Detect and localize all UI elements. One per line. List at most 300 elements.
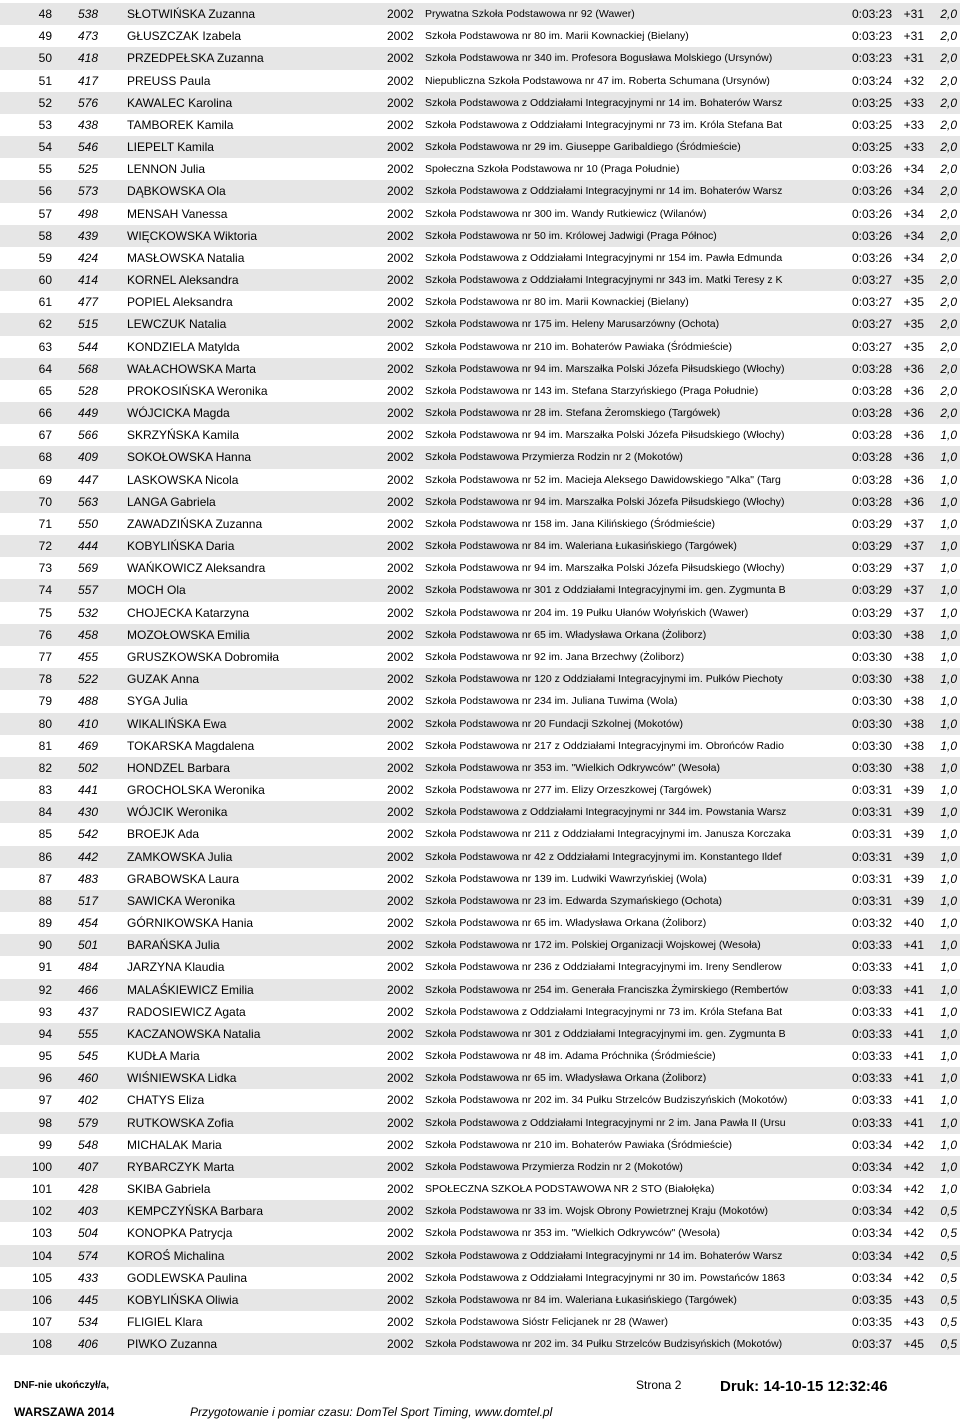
bib-cell: 466	[78, 982, 99, 997]
results-table	[0, 3, 960, 1355]
place-cell: 52	[38, 95, 52, 110]
birth-year: 2002	[387, 51, 414, 66]
table-row	[0, 1222, 960, 1244]
bib-cell: 439	[78, 228, 99, 243]
birth-year: 2002	[387, 694, 414, 709]
birth-year: 2002	[387, 273, 414, 288]
athlete-name: HONDZEL Barbara	[127, 760, 230, 775]
school-name: Szkoła Podstawowa Przymierza Rodzin nr 2 (Mokotów)	[425, 1160, 683, 1173]
athlete-name: SKIBA Gabriela	[127, 1182, 211, 1197]
birth-year: 2002	[387, 1204, 414, 1219]
finish-time: 0:03:28	[851, 450, 892, 465]
bib-cell: 410	[78, 716, 99, 731]
athlete-name: MASŁOWSKA Natalia	[127, 250, 245, 265]
school-name: Szkoła Podstawowa z Oddziałami Integracyjnymi nr 344 im. Powstania Warsz	[425, 806, 787, 819]
finish-time: 0:03:27	[851, 295, 892, 310]
place-cell: 87	[38, 871, 52, 886]
school-name: Szkoła Podstawowa nr 92 im. Jana Brzechwy (Żoliborz)	[425, 650, 685, 663]
time-gap: +39	[903, 849, 924, 864]
birth-year: 2002	[387, 472, 414, 487]
birth-year: 2002	[387, 982, 414, 997]
bib-cell: 441	[78, 783, 99, 798]
place-cell: 101	[31, 1182, 52, 1197]
finish-time: 0:03:33	[851, 960, 892, 975]
birth-year: 2002	[387, 428, 414, 443]
birth-year: 2002	[387, 228, 414, 243]
bib-cell: 469	[78, 738, 99, 753]
place-cell: 66	[38, 406, 52, 421]
place-cell: 69	[38, 472, 52, 487]
points-cell: 2,0	[940, 250, 957, 265]
school-name: Szkoła Podstawowa nr 172 im. Polskiej Organizacji Wojskowej (Wesoła)	[425, 939, 761, 952]
school-name: Szkoła Podstawowa nr 211 z Oddziałami Integracyjnymi im. Janusza Korczaka	[425, 828, 791, 841]
birth-year: 2002	[387, 849, 414, 864]
athlete-name: MALAŚKIEWICZ Emilia	[127, 982, 254, 997]
bib-cell: 576	[78, 95, 99, 110]
athlete-name: SKRZYŃSKA Kamila	[127, 428, 240, 443]
finish-time: 0:03:28	[851, 428, 892, 443]
table-row	[0, 513, 960, 535]
points-cell: 1,0	[940, 539, 957, 554]
bib-cell: 563	[78, 494, 99, 509]
finish-time: 0:03:31	[851, 849, 892, 864]
time-gap: +35	[903, 317, 924, 332]
bib-cell: 454	[78, 916, 99, 931]
time-gap: +34	[903, 228, 924, 243]
place-cell: 63	[38, 339, 52, 354]
school-name: Szkoła Podstawowa nr 301 z Oddziałami Integracyjnymi im. gen. Zygmunta B	[425, 1027, 786, 1040]
finish-time: 0:03:33	[851, 1093, 892, 1108]
time-gap: +42	[903, 1204, 924, 1219]
athlete-name: FLIGIEL Klara	[127, 1315, 203, 1330]
birth-year: 2002	[387, 339, 414, 354]
birth-year: 2002	[387, 1115, 414, 1130]
finish-time: 0:03:34	[851, 1226, 892, 1241]
athlete-name: BARAŃSKA Julia	[127, 938, 220, 953]
birth-year: 2002	[387, 140, 414, 155]
birth-year: 2002	[387, 7, 414, 21]
place-cell: 74	[38, 583, 52, 598]
athlete-name: MENSAH Vanessa	[127, 206, 228, 221]
bib-cell: 502	[78, 760, 99, 775]
school-name: Szkoła Podstawowa nr 65 im. Władysława Orkana (Żoliborz)	[425, 917, 707, 930]
time-gap: +36	[903, 406, 924, 421]
finish-time: 0:03:29	[851, 605, 892, 620]
athlete-name: JARZYNA Klaudia	[127, 960, 225, 975]
birth-year: 2002	[387, 938, 414, 953]
points-cell: 1,0	[940, 1004, 957, 1019]
points-cell: 2,0	[940, 361, 957, 376]
points-cell: 2,0	[940, 95, 957, 110]
bib-cell: 407	[78, 1159, 99, 1174]
athlete-name: WIKALIŃSKA Ewa	[127, 716, 227, 731]
table-row	[0, 557, 960, 579]
school-name: Szkoła Podstawowa nr 204 im. 19 Pułku Ułanów Wołyńskich (Wawer)	[425, 606, 749, 619]
birth-year: 2002	[387, 250, 414, 265]
bib-cell: 579	[78, 1115, 99, 1130]
points-cell: 1,0	[940, 561, 957, 576]
table-row	[0, 713, 960, 735]
print-timestamp: Druk: 14-10-15 12:32:46	[720, 1378, 888, 1395]
finish-time: 0:03:31	[851, 805, 892, 820]
table-row	[0, 424, 960, 446]
bib-cell: 428	[78, 1182, 99, 1197]
birth-year: 2002	[387, 1315, 414, 1330]
athlete-name: PIWKO Zuzanna	[127, 1337, 218, 1352]
school-name: Szkoła Podstawowa nr 139 im. Ludwiki Wawrzyńskiej (Wola)	[425, 872, 707, 885]
birth-year: 2002	[387, 871, 414, 886]
time-gap: +33	[903, 140, 924, 155]
finish-time: 0:03:34	[851, 1248, 892, 1263]
school-name: SPOŁECZNA SZKOŁA PODSTAWOWA NR 2 STO (Białołęka)	[425, 1183, 715, 1196]
school-name: Szkoła Podstawowa z Oddziałami Integracyjnymi nr 14 im. Bohaterów Warsz	[425, 96, 783, 109]
birth-year: 2002	[387, 1137, 414, 1152]
finish-time: 0:03:23	[851, 7, 892, 21]
school-name: Społeczna Szkoła Podstawowa nr 10 (Praga Południe)	[425, 163, 680, 176]
bib-cell: 447	[78, 472, 99, 487]
time-gap: +31	[903, 51, 924, 66]
birth-year: 2002	[387, 1270, 414, 1285]
points-cell: 1,0	[940, 893, 957, 908]
finish-time: 0:03:27	[851, 339, 892, 354]
finish-time: 0:03:27	[851, 273, 892, 288]
table-row	[0, 291, 960, 313]
bib-cell: 473	[78, 29, 99, 44]
place-cell: 75	[38, 605, 52, 620]
bib-cell: 504	[78, 1226, 99, 1241]
table-row	[0, 890, 960, 912]
bib-cell: 538	[78, 7, 99, 21]
finish-time: 0:03:30	[851, 716, 892, 731]
school-name: Szkoła Podstawowa nr 28 im. Stefana Żeromskiego (Targówek)	[425, 407, 721, 420]
time-gap: +38	[903, 627, 924, 642]
birth-year: 2002	[387, 539, 414, 554]
athlete-name: SAWICKA Weronika	[127, 893, 236, 908]
school-name: Szkoła Podstawowa nr 94 im. Marszałka Polski Józefa Piłsudskiego (Włochy)	[425, 562, 785, 575]
table-row	[0, 491, 960, 513]
finish-time: 0:03:35	[851, 1292, 892, 1307]
table-row	[0, 690, 960, 712]
bib-cell: 438	[78, 117, 99, 132]
table-row	[0, 158, 960, 180]
finish-time: 0:03:25	[851, 95, 892, 110]
place-cell: 104	[31, 1248, 52, 1263]
finish-time: 0:03:34	[851, 1270, 892, 1285]
table-row	[0, 1267, 960, 1289]
timing-credit: Przygotowanie i pomiar czasu: DomTel Sport Timing, www.domtel.pl	[190, 1405, 553, 1419]
place-cell: 95	[38, 1049, 52, 1064]
place-cell: 61	[38, 295, 52, 310]
points-cell: 1,0	[940, 1071, 957, 1086]
table-row	[0, 668, 960, 690]
athlete-name: GROCHOLSKA Weronika	[127, 783, 265, 798]
points-cell: 2,0	[940, 295, 957, 310]
place-cell: 53	[38, 117, 52, 132]
place-cell: 64	[38, 361, 52, 376]
table-row	[0, 1178, 960, 1200]
finish-time: 0:03:29	[851, 539, 892, 554]
bib-cell: 409	[78, 450, 99, 465]
athlete-name: LENNON Julia	[127, 162, 206, 177]
points-cell: 0,5	[940, 1292, 957, 1307]
bib-cell: 498	[78, 206, 99, 221]
place-cell: 58	[38, 228, 52, 243]
place-cell: 90	[38, 938, 52, 953]
points-cell: 2,0	[940, 317, 957, 332]
birth-year: 2002	[387, 1026, 414, 1041]
points-cell: 1,0	[940, 783, 957, 798]
time-gap: +38	[903, 694, 924, 709]
points-cell: 1,0	[940, 672, 957, 687]
athlete-name: WAŃKOWICZ Aleksandra	[127, 561, 266, 576]
athlete-name: ZAWADZIŃSKA Zuzanna	[127, 516, 263, 531]
school-name: Szkoła Podstawowa nr 48 im. Adama Próchnika (Śródmieście)	[425, 1050, 716, 1063]
finish-time: 0:03:33	[851, 1026, 892, 1041]
table-row	[0, 402, 960, 424]
birth-year: 2002	[387, 716, 414, 731]
finish-time: 0:03:25	[851, 140, 892, 155]
place-cell: 103	[31, 1226, 52, 1241]
birth-year: 2002	[387, 450, 414, 465]
school-name: Szkoła Podstawowa Sióstr Felicjanek nr 28 (Wawer)	[425, 1316, 668, 1329]
place-cell: 72	[38, 539, 52, 554]
finish-time: 0:03:33	[851, 1071, 892, 1086]
athlete-name: KORNEL Aleksandra	[127, 273, 239, 288]
bib-cell: 488	[78, 694, 99, 709]
time-gap: +34	[903, 184, 924, 199]
bib-cell: 574	[78, 1248, 99, 1263]
time-gap: +43	[903, 1315, 924, 1330]
time-gap: +36	[903, 383, 924, 398]
time-gap: +42	[903, 1137, 924, 1152]
table-row	[0, 934, 960, 956]
birth-year: 2002	[387, 1071, 414, 1086]
bib-cell: 532	[78, 605, 99, 620]
finish-time: 0:03:31	[851, 827, 892, 842]
time-gap: +31	[903, 7, 924, 21]
bib-cell: 534	[78, 1315, 99, 1330]
points-cell: 1,0	[940, 960, 957, 975]
school-name: Szkoła Podstawowa nr 65 im. Władysława Orkana (Żoliborz)	[425, 628, 707, 641]
school-name: Szkoła Podstawowa nr 20 Fundacji Szkolnej (Mokotów)	[425, 717, 683, 730]
athlete-name: GŁUSZCZAK Izabela	[127, 29, 242, 44]
finish-time: 0:03:33	[851, 1049, 892, 1064]
points-cell: 2,0	[940, 273, 957, 288]
birth-year: 2002	[387, 383, 414, 398]
athlete-name: DĄBKOWSKA Ola	[127, 184, 226, 199]
bib-cell: 517	[78, 893, 99, 908]
school-name: Szkoła Podstawowa nr 33 im. Wojsk Obrony Powietrznej Kraju (Mokotów)	[425, 1205, 768, 1218]
bib-cell: 449	[78, 406, 99, 421]
bib-cell: 406	[78, 1337, 99, 1352]
place-cell: 60	[38, 273, 52, 288]
time-gap: +38	[903, 738, 924, 753]
athlete-name: KOBYLIŃSKA Oliwia	[127, 1292, 239, 1307]
place-cell: 55	[38, 162, 52, 177]
table-row	[0, 646, 960, 668]
school-name: Szkoła Podstawowa nr 254 im. Generała Franciszka Żymirskiego (Rembertów	[425, 983, 788, 996]
place-cell: 91	[38, 960, 52, 975]
table-row	[0, 868, 960, 890]
athlete-name: LANGA Gabriela	[127, 494, 216, 509]
athlete-name: POPIEL Aleksandra	[127, 295, 233, 310]
birth-year: 2002	[387, 1093, 414, 1108]
birth-year: 2002	[387, 960, 414, 975]
table-row	[0, 92, 960, 114]
athlete-name: GÓRNIKOWSKA Hania	[127, 916, 254, 931]
table-row	[0, 956, 960, 978]
birth-year: 2002	[387, 95, 414, 110]
athlete-name: CHOJECKA Katarzyna	[127, 605, 250, 620]
school-name: Szkoła Podstawowa nr 94 im. Marszałka Polski Józefa Piłsudskiego (Włochy)	[425, 495, 785, 508]
place-cell: 100	[31, 1159, 52, 1174]
table-row	[0, 269, 960, 291]
points-cell: 1,0	[940, 450, 957, 465]
athlete-name: MOZOŁOWSKA Emilia	[127, 627, 250, 642]
table-row	[0, 136, 960, 158]
bib-cell: 418	[78, 51, 99, 66]
birth-year: 2002	[387, 1292, 414, 1307]
table-row	[0, 1245, 960, 1267]
table-row	[0, 1289, 960, 1311]
place-cell: 59	[38, 250, 52, 265]
table-row	[0, 114, 960, 136]
time-gap: +39	[903, 893, 924, 908]
athlete-name: WIĘCKOWSKA Wiktoria	[127, 228, 258, 243]
time-gap: +33	[903, 95, 924, 110]
finish-time: 0:03:32	[851, 916, 892, 931]
birth-year: 2002	[387, 649, 414, 664]
school-name: Szkoła Podstawowa z Oddziałami Integracyjnymi nr 2 im. Jana Pawła II (Ursu	[425, 1116, 786, 1129]
table-row	[0, 225, 960, 247]
school-name: Szkoła Podstawowa nr 340 im. Profesora Bogusława Molskiego (Ursynów)	[425, 52, 773, 65]
table-row	[0, 1112, 960, 1134]
table-row	[0, 336, 960, 358]
time-gap: +43	[903, 1292, 924, 1307]
points-cell: 1,0	[940, 494, 957, 509]
athlete-name: MOCH Ola	[127, 583, 186, 598]
place-cell: 77	[38, 649, 52, 664]
finish-time: 0:03:28	[851, 361, 892, 376]
points-cell: 2,0	[940, 206, 957, 221]
place-cell: 84	[38, 805, 52, 820]
bib-cell: 522	[78, 672, 99, 687]
athlete-name: LIEPELT Kamila	[127, 140, 214, 155]
time-gap: +39	[903, 805, 924, 820]
place-cell: 49	[38, 29, 52, 44]
athlete-name: CHATYS Eliza	[127, 1093, 205, 1108]
birth-year: 2002	[387, 893, 414, 908]
finish-time: 0:03:30	[851, 649, 892, 664]
bib-cell: 557	[78, 583, 99, 598]
finish-time: 0:03:24	[851, 73, 892, 88]
finish-time: 0:03:37	[851, 1337, 892, 1352]
time-gap: +39	[903, 827, 924, 842]
place-cell: 71	[38, 516, 52, 531]
table-row	[0, 735, 960, 757]
school-name: Szkoła Podstawowa nr 143 im. Stefana Starzyńskiego (Praga Południe)	[425, 384, 759, 397]
time-gap: +40	[903, 916, 924, 931]
place-cell: 78	[38, 672, 52, 687]
finish-time: 0:03:25	[851, 117, 892, 132]
school-name: Szkoła Podstawowa nr 84 im. Waleriana Łukasińskiego (Targówek)	[425, 540, 737, 553]
finish-time: 0:03:33	[851, 1115, 892, 1130]
points-cell: 2,0	[940, 339, 957, 354]
place-cell: 73	[38, 561, 52, 576]
athlete-name: GRUSZKOWSKA Dobromiła	[127, 649, 280, 664]
time-gap: +41	[903, 1093, 924, 1108]
time-gap: +37	[903, 539, 924, 554]
athlete-name: RADOSIEWICZ Agata	[127, 1004, 246, 1019]
table-row	[0, 247, 960, 269]
time-gap: +37	[903, 516, 924, 531]
points-cell: 2,0	[940, 73, 957, 88]
school-name: Szkoła Podstawowa nr 29 im. Giuseppe Garibaldiego (Śródmieście)	[425, 141, 741, 154]
table-row	[0, 1200, 960, 1222]
school-name: Szkoła Podstawowa nr 202 im. 34 Pułku Strzelców Budziszyńskich (Mokotów)	[425, 1094, 788, 1107]
points-cell: 2,0	[940, 117, 957, 132]
birth-year: 2002	[387, 1248, 414, 1263]
bib-cell: 568	[78, 361, 99, 376]
finish-time: 0:03:34	[851, 1182, 892, 1197]
athlete-name: GUZAK Anna	[127, 672, 200, 687]
school-name: Szkoła Podstawowa nr 120 z Oddziałami Integracyjnymi im. Pułków Piechoty	[425, 673, 783, 686]
dnf-legend: DNF-nie ukończył/a,	[14, 1380, 110, 1391]
birth-year: 2002	[387, 1049, 414, 1064]
athlete-name: KONDZIELA Matylda	[127, 339, 240, 354]
table-row	[0, 1089, 960, 1111]
points-cell: 1,0	[940, 871, 957, 886]
school-name: Szkoła Podstawowa nr 353 im. "Wielkich Odkrywców" (Wesoła)	[425, 761, 720, 774]
table-row	[0, 358, 960, 380]
place-cell: 83	[38, 783, 52, 798]
time-gap: +36	[903, 361, 924, 376]
table-row	[0, 380, 960, 402]
table-row	[0, 912, 960, 934]
time-gap: +41	[903, 1004, 924, 1019]
birth-year: 2002	[387, 29, 414, 44]
place-cell: 67	[38, 428, 52, 443]
bib-cell: 548	[78, 1137, 99, 1152]
place-cell: 106	[31, 1292, 52, 1307]
school-name: Szkoła Podstawowa z Oddziałami Integracyjnymi nr 343 im. Matki Teresy z K	[425, 274, 783, 287]
points-cell: 1,0	[940, 1182, 957, 1197]
athlete-name: TAMBOREK Kamila	[127, 117, 234, 132]
birth-year: 2002	[387, 827, 414, 842]
place-cell: 88	[38, 893, 52, 908]
finish-time: 0:03:23	[851, 29, 892, 44]
finish-time: 0:03:26	[851, 250, 892, 265]
time-gap: +34	[903, 250, 924, 265]
birth-year: 2002	[387, 1337, 414, 1352]
finish-time: 0:03:27	[851, 317, 892, 332]
place-cell: 82	[38, 760, 52, 775]
time-gap: +36	[903, 450, 924, 465]
finish-time: 0:03:30	[851, 627, 892, 642]
finish-time: 0:03:31	[851, 871, 892, 886]
time-gap: +39	[903, 783, 924, 798]
points-cell: 1,0	[940, 760, 957, 775]
school-name: Szkoła Podstawowa nr 301 z Oddziałami Integracyjnymi im. gen. Zygmunta B	[425, 584, 786, 597]
school-name: Szkoła Podstawowa nr 50 im. Królowej Jadwigi (Praga Północ)	[425, 229, 717, 242]
athlete-name: PREUSS Paula	[127, 73, 211, 88]
time-gap: +31	[903, 29, 924, 44]
athlete-name: KONOPKA Patrycja	[127, 1226, 233, 1241]
athlete-name: KUDŁA Maria	[127, 1049, 200, 1064]
points-cell: 2,0	[940, 7, 957, 21]
bib-cell: 566	[78, 428, 99, 443]
school-name: Szkoła Podstawowa nr 80 im. Marii Kownackiej (Bielany)	[425, 296, 689, 309]
